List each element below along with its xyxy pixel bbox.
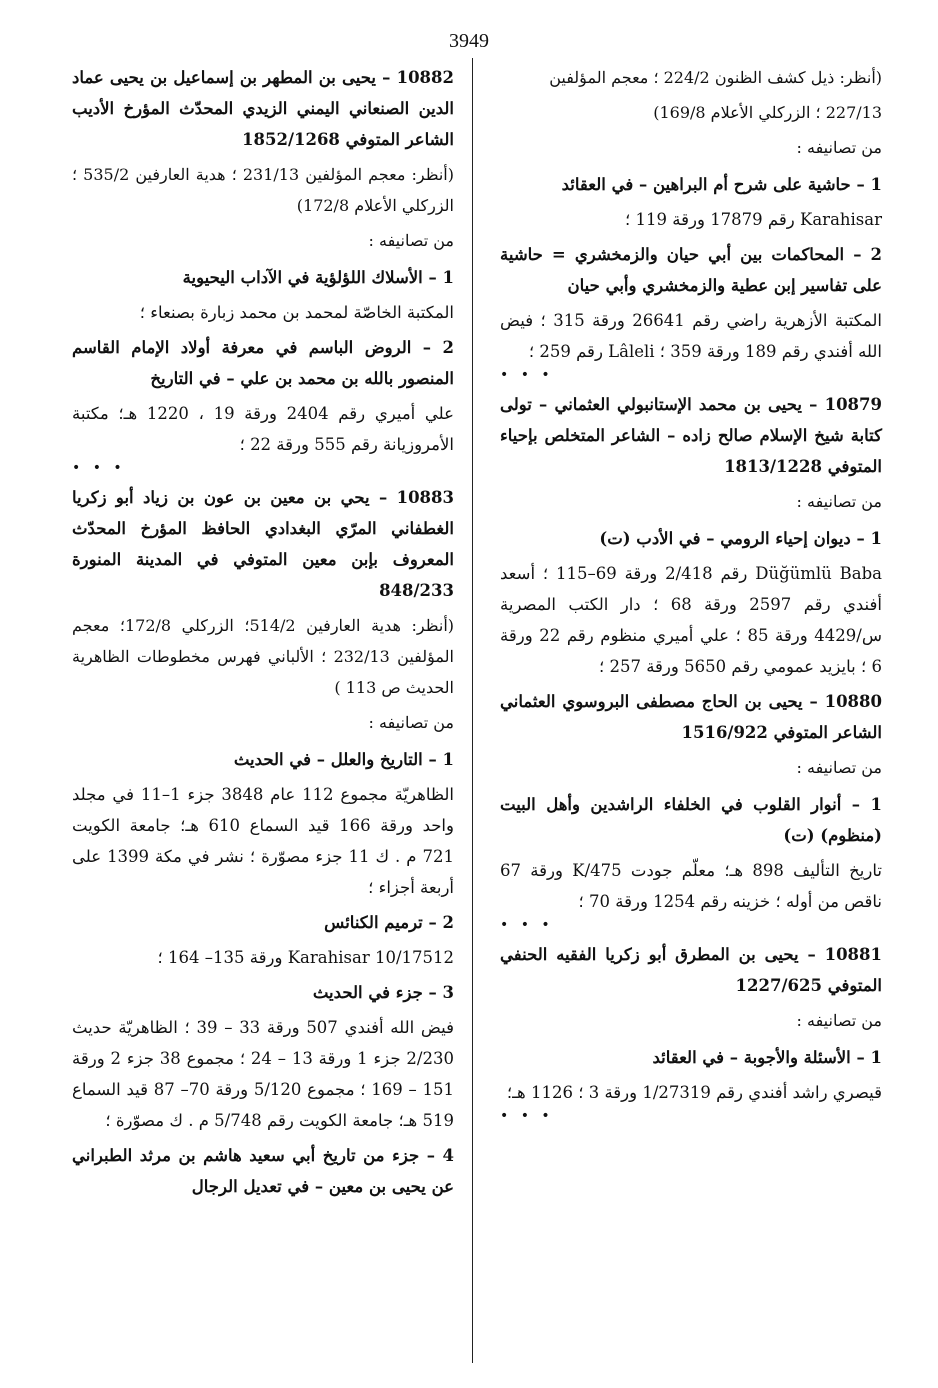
work-title: 1 – الأسلاك اللؤلؤية في الآداب اليحيوية bbox=[182, 268, 454, 287]
work-title: 2 – ترميم الكنائس bbox=[324, 913, 454, 932]
entry-title-10881: 10881 – يحيى بن المطرق أبو زكريا الفقيه الحنفي المتوفي 1227/625 bbox=[500, 945, 882, 995]
work-title: 1 – ديوان إحياء الرومي – في الأدب (ت) bbox=[599, 529, 882, 548]
work-location: Düğümlü Baba رقم 2/418 ورقة 69–115 ؛ أسعد أفندي رقم 2597 ورقة 68 ؛ دار الكتب المصرية س/4429 ورقة 85 ؛ علي أميري منظوم رقم 22 ورقة 6 ؛ بايزيد عمومي رقم 5650 ورقة 257 ؛ bbox=[500, 564, 883, 676]
works-label: من تصانيفه : bbox=[368, 713, 454, 732]
separator-dots: • • • bbox=[500, 917, 554, 933]
ref-line: (أنظر: معجم المؤلفين 231/13 ؛ هدية العارفين 535/2 ؛ الزركلي الأعلام 172/8) bbox=[72, 165, 454, 215]
ref-line: (أنظر: هدية العارفين 514/2؛ الزركلي 172/8؛ معجم المؤلفين 232/13 ؛ الألباني فهرس مخطوطات الظاهرية الحديث ص 113 ) bbox=[72, 616, 455, 697]
works-label: من تصانيفه : bbox=[796, 758, 882, 777]
work-title: 2 – الروض الباسم في معرفة أولاد الإمام القاسم المنصور بالله بن محمد بن علي – في التاريخ bbox=[72, 338, 454, 388]
column-divider bbox=[472, 58, 473, 1363]
works-label: من تصانيفه : bbox=[796, 492, 882, 511]
work-title: 2 – المحاكمات بين أبي حيان والزمخشري = حاشية على تفاسير إبن عطية والزمخشري وأبي حيان bbox=[500, 245, 882, 295]
left-column bbox=[72, 62, 454, 1206]
work-title: 1 – حاشية على شرح أم البراهين – في العقائد bbox=[561, 175, 882, 194]
ref-line: 227/13 ؛ الزركلي الأعلام 169/8) bbox=[653, 103, 882, 122]
work-location: المكتبة الأزهرية راضي رقم 26641 ورقة 315 ؛ فيض الله أفندي رقم 189 ورقة 359 ؛ Lâleli رقم 259 ؛ bbox=[500, 311, 882, 361]
entry-title-10880: 10880 – يحيى بن الحاج مصطفى البروسوي العثماني الشاعر المتوفي 1516/922 bbox=[500, 692, 882, 742]
entry-title-10882: 10882 – يحيى بن المطهر بن إسماعيل بن يحيى عماد الدين الصنعاني اليمني الزيدي المحدّث المؤرخ الأديب الشاعر المتوفي 1852/1268 bbox=[72, 68, 454, 149]
work-location: قيصري راشد أفندي رقم 1/27319 ورقة 3 ؛ 1126 هـ؛ bbox=[506, 1083, 882, 1102]
entry-title-10879: 10879 – يحيى بن محمد الإستانبولي العثماني – تولى كتابة شيخ الإسلام صالح زاده – الشاعر المتخلص بإحياء المتوفي 1813/1228 bbox=[500, 395, 882, 476]
work-title: 1 – الأسئلة والأجوبة – في العقائد bbox=[652, 1048, 882, 1067]
work-location: تاريخ التأليف 898 هـ؛ معلّم جودت 475/K ورقة 67 ناقص من أوله ؛ خزينه رقم 1254 ورقة 70 ؛ bbox=[500, 861, 882, 911]
work-location: علي أميري رقم 2404 ورقة 19 ، 1220 هـ؛ مكتبة الأمروزيانة رقم 555 ورقة 22 ؛ bbox=[72, 404, 454, 454]
separator-dots: • • • bbox=[500, 1108, 554, 1124]
work-location: الظاهريّة مجموع 112 عام 3848 جزء 1–11 في مجلد واحد ورقة 166 قيد السماع 610 هـ؛ جامعة الكويت 721 م . ك 11 جزء مصوّرة ؛ نشر في مكة 1399 على أربعة أجزاء ؛ bbox=[72, 785, 455, 897]
work-location: Karahisar رقم 17879 ورقة 119 ؛ bbox=[625, 210, 882, 229]
ref-line: (أنظر: ذيل كشف الظنون 224/2 ؛ معجم المؤلفين bbox=[549, 68, 882, 87]
work-title: 3 – جزء في الحديث bbox=[312, 983, 454, 1002]
page-number: 3949 bbox=[449, 30, 489, 52]
right-column bbox=[500, 62, 882, 1130]
work-location: المكتبة الخاصّة لمحمد بن محمد زبارة بصنعاء ؛ bbox=[139, 303, 454, 322]
works-label: من تصانيفه : bbox=[368, 231, 454, 250]
entry-title-10883: 10883 – يحي بن معين بن عون بن زياد أبو زكريا الغطفاني المرّي البغدادي الحافظ المؤرخ المحدّث المعروف بإبن معين المتوفي في المدينة المنورة 848/233 bbox=[72, 488, 454, 600]
separator-dots: • • • bbox=[72, 460, 126, 476]
separator-dots: • • • bbox=[500, 367, 554, 383]
work-location: فيض الله أفندي 507 ورقة 33 – 39 ؛ الظاهريّة حديث 2/230 جزء 1 ورقة 13 – 24 ؛ مجموع 38 جزء 2 ورقة 151 – 169 ؛ مجموع 5/120 ورقة 70– 87 قيد السماع 519 هـ؛ جامعة الكويت رقم 5/748 م . ك مصوّرة ؛ bbox=[72, 1018, 454, 1130]
work-title: 4 – جزء من تاريخ أبي سعيد هاشم بن مرثد الطبراني عن يحيى بن معين – في تعديل الرجال bbox=[72, 1146, 454, 1196]
works-label: من تصانيفه : bbox=[796, 1011, 882, 1030]
works-label: من تصانيفه : bbox=[796, 138, 882, 157]
work-location: Karahisar 10/17512 ورقة 135– 164 ؛ bbox=[157, 948, 454, 967]
work-title: 1 – أنوار القلوب في الخلفاء الراشدين وأهل البيت (منظوم) (ت) bbox=[500, 795, 882, 845]
work-title: 1 – التاريخ والعلل – في الحديث bbox=[233, 750, 454, 769]
